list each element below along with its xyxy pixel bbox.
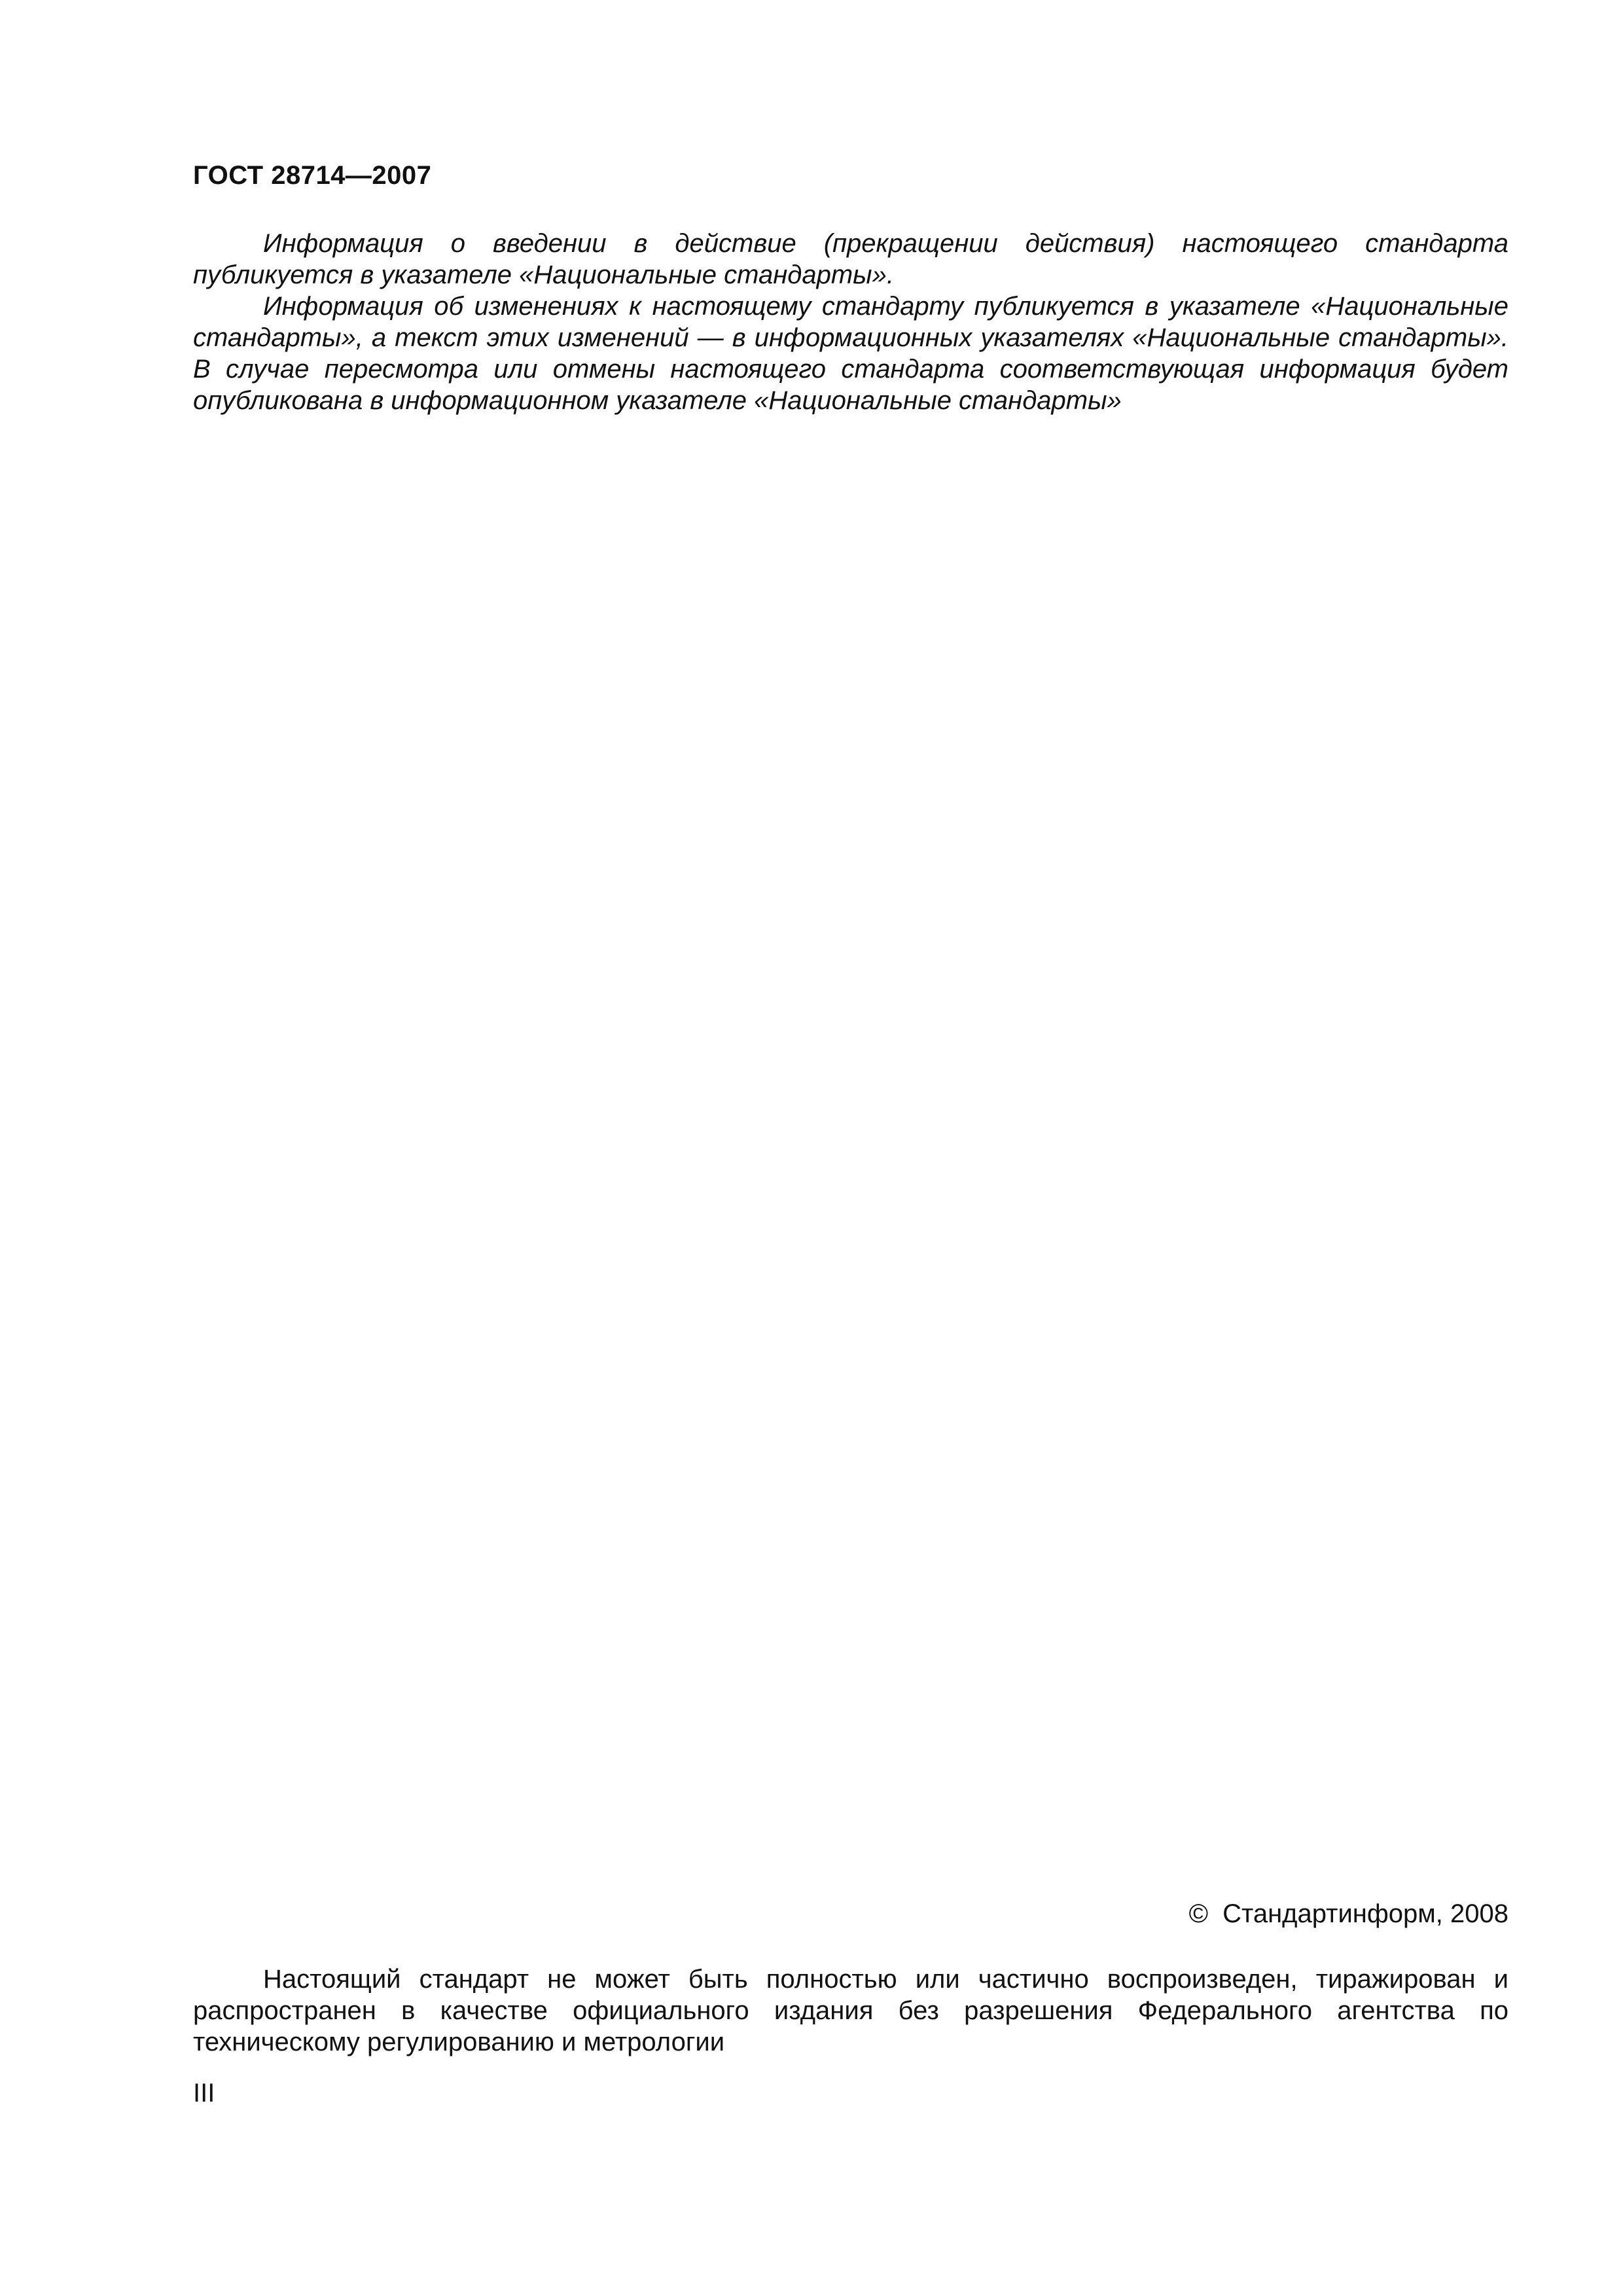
notice-paragraph-introduction: Информация о введении в действие (прекращении действия) настоящего стандарта публикуется в указателе «Национальные стандарты».	[193, 229, 1508, 289]
page-number: III	[193, 2079, 215, 2108]
copyright-icon: ©	[1188, 1899, 1209, 1928]
notice-paragraph-amendments: Информация об изменениях к настоящему стандарту публикуется в указателе «Национальные стандарты», а текст этих изменений — в информационных указателях «Национальные стандарты». В случае пересмотра или отмены настоящего стандарта соответствующая информация будет опубликована в информационном указателе «Национальные стандарты»	[193, 292, 1508, 415]
reproduction-restriction	[193, 1964, 1508, 2058]
publication-notice	[193, 228, 1508, 416]
copyright-holder: Стандартинформ, 2008	[1222, 1899, 1508, 1928]
copyright-line	[1189, 1898, 1508, 1929]
legal-paragraph: Настоящий стандарт не может быть полностью или частично воспроизведен, тиражирован и распространен в качестве официального издания без разрешения Федерального агентства по техническому регулированию и метрологии	[193, 1965, 1508, 2056]
standard-code: ГОСТ 28714—2007	[193, 161, 432, 190]
